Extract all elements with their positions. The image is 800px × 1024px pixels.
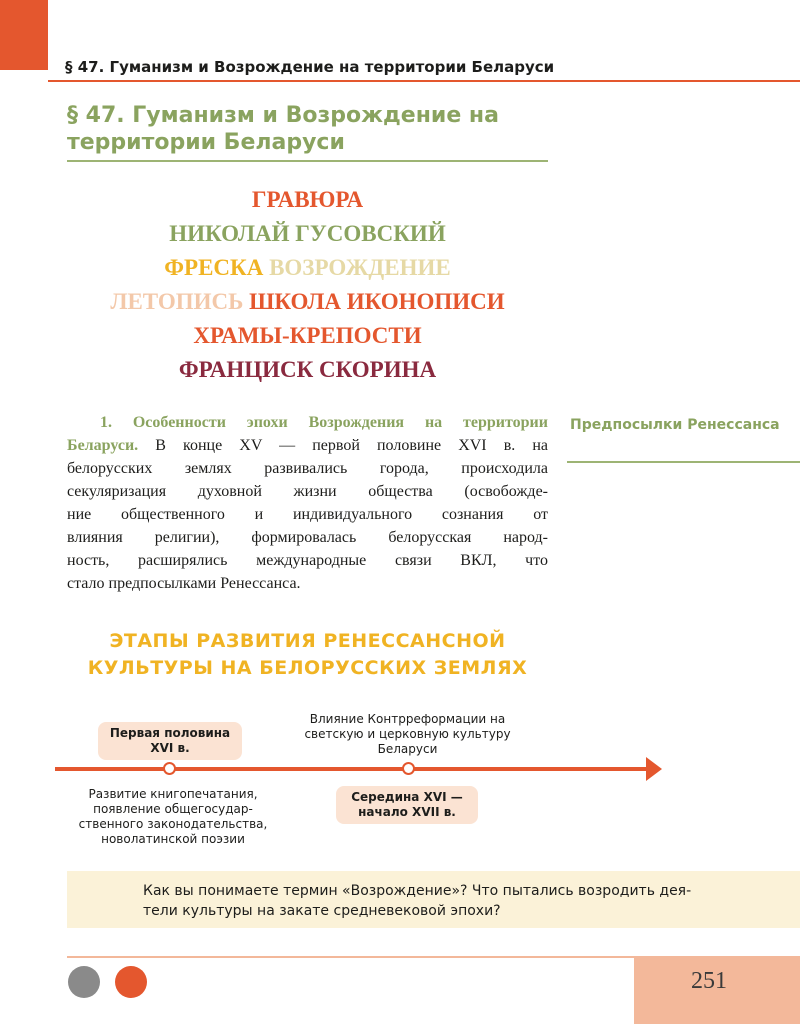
margin-note: Предпосылки Ренессанса <box>570 417 780 433</box>
stages-title: ЭТАПЫ РАЗВИТИЯ РЕНЕССАНСНОЙ КУЛЬТУРЫ НА БЕЛОРУССКИХ ЗЕМЛЯХ <box>87 630 528 679</box>
page-number: 251 <box>691 968 727 994</box>
paragraph-line <box>67 434 548 457</box>
stage-1-description: Развитие книгопечатания, появление общегосударственного законодательства, новолатинской поэзии <box>78 787 268 846</box>
question-text: Как вы понимаете термин «Возрождение»? Что пытались возродить деятели культуры на закате средневековой эпохи? <box>143 883 692 919</box>
stage-1-period: Первая половина XVI в. <box>98 722 242 760</box>
margin-divider <box>567 461 800 463</box>
paragraph-line: ность, расширялись международные связи ВКЛ, что <box>67 552 548 569</box>
timeline-point-1 <box>163 762 176 775</box>
stage-2-description: Влияние Контрреформации на светскую и церковную культуру Беларуси <box>304 712 511 756</box>
running-head: § 47. Гуманизм и Возрождение на территории Беларуси <box>65 58 555 76</box>
keyword-cloud <box>67 183 548 387</box>
keyword-engraving: ГРАВЮРА <box>251 187 364 212</box>
keyword-skorina: ФРАНЦИСК СКОРИНА <box>178 357 437 382</box>
chapter-title: § 47. Гуманизм и Возрождение на территории Беларуси <box>67 103 499 155</box>
keyword-renaissance: ВОЗРОЖДЕНИЕ <box>269 255 451 280</box>
keyword-husovsky: НИКОЛАЙ ГУСОВСКИЙ <box>169 221 446 246</box>
paragraph-line: ние общественного и индивидуального сознания от <box>67 506 548 523</box>
paragraph-line: секуляризация духовной жизни общества (освобожде- <box>67 483 548 500</box>
keyword-fortress-churches: ХРАМЫ-КРЕПОСТИ <box>193 323 422 348</box>
keyword-fresco: ФРЕСКА <box>164 255 264 280</box>
timeline-point-2 <box>402 762 415 775</box>
paragraph-line: 1. Особенности эпохи Возрождения на территории <box>100 414 548 431</box>
paragraph-line: белорусских землях развивались города, происходила <box>67 460 548 477</box>
keyword-chronicle: ЛЕТОПИСЬ <box>110 289 244 314</box>
section-heading-end: Беларуси. <box>67 437 139 454</box>
stage-2-period: Середина XVI — начало XVII в. <box>336 786 478 824</box>
paragraph-line-text: В конце XV — первой половине XVI в. на <box>138 437 548 454</box>
section-1-paragraph <box>67 411 548 595</box>
header-divider <box>48 80 800 82</box>
corner-tab <box>0 0 48 70</box>
grey-circle-icon <box>68 966 100 998</box>
orange-circle-icon <box>115 966 147 998</box>
timeline-arrow-icon <box>646 757 662 781</box>
keyword-icon-school: ШКОЛА ИКОНОПИСИ <box>249 289 505 314</box>
paragraph-line: стало предпосылками Ренессанса. <box>67 575 301 592</box>
paragraph-line: влияния религии), формировалась белорусская народ- <box>67 529 548 546</box>
timeline-axis <box>55 767 650 771</box>
title-divider <box>67 160 548 162</box>
